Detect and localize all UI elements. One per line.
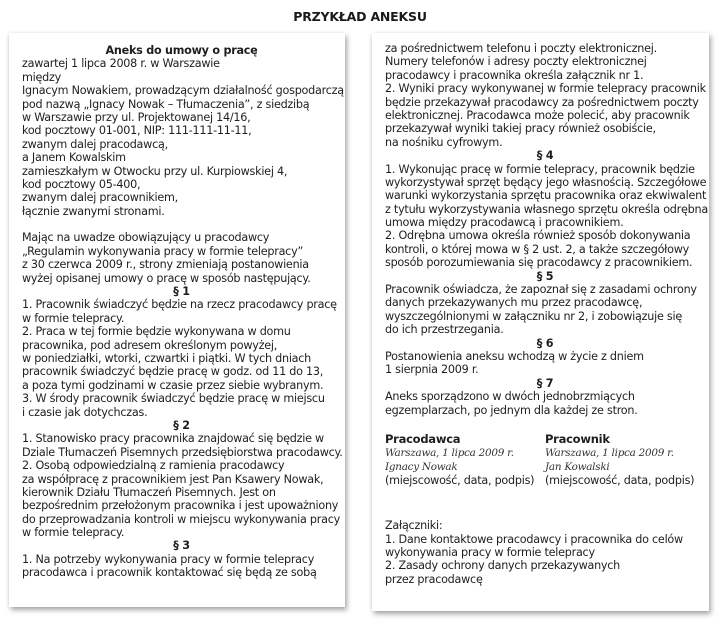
employee-place-date: Warszawa, 1 lipca 2009 r. [545,447,674,460]
text-line: bezpośrednim przełożonym pracownika i jest upoważniony [22,499,339,513]
attachment-item: 1. Dane kontaktowe pracodawcy i pracownika do celów [385,532,683,546]
spacer [385,501,705,514]
text-line: Aneks sporządzono w dwóch jednobrzmiących [385,390,635,404]
spacer [385,488,705,501]
employer-signature [385,432,545,487]
employer-caption: (miejscowość, data, podpis) [385,474,535,488]
text-line: 1. Wykonując pracę w formie telepracy, pracownik będzie [385,162,695,176]
attachment-item: przez pracodawcę [385,572,483,586]
section-5 [385,283,705,337]
attachment-item: 2. Zasady ochrony danych przekazywanych [385,559,621,573]
text-line: wyszczególnionymi w załączniku nr 2, i zobowiązuje się [385,309,682,323]
text-line: pod nazwą „Ignacy Nowak – Tłumaczenia”, z siedzibą [22,97,310,111]
attachments-heading: Załączniki: [385,519,443,533]
employee-name: Jan Kowalski [545,460,610,473]
text-line: elektronicznej. Pracodawca może polecić, aby pracownik [385,108,690,122]
parties-section [22,57,344,218]
text-line: 1. Stanowisko pracy pracownika znajdować się będzie w [22,432,324,446]
annex-page-left [9,33,345,607]
text-line: wyżej opisanej umowy o pracę w sposób następujący. [22,271,311,285]
text-line: 1. Pracownik świadczyć będzie na rzecz pracodawcy pracę [22,298,337,312]
section-heading-4: § 4 [536,149,554,163]
section-heading-5: § 5 [536,269,554,283]
section-1 [22,298,341,419]
section-2 [22,432,341,539]
text-line: Postanowienia aneksu wchodzą w życie z dniem [385,349,644,363]
text-line: w formie telepracy. [22,526,125,540]
text-line: kod pocztowy 01-001, NIP: 111-111-11-11, [22,124,252,138]
text-line: 1 sierpnia 2009 r. [385,363,479,377]
text-line: kod pocztowy 05-400, [22,177,141,191]
section-heading-6: § 6 [536,336,554,350]
text-line: zamieszkałym w Otwocku przy ul. Kurpiowskiej 4, [22,164,288,178]
text-line: Ignacym Nowakiem, prowadzącym działalność gospodarczą [22,84,344,98]
spacer [22,218,341,231]
text-line: kierownik Działu Tłumaczeń Pisemnych. Jest on [22,485,276,499]
annex-heading: Aneks do umowy o pracę [105,44,258,57]
text-line: egzemplarzach, po jednym dla każdej ze stron. [385,403,638,417]
text-line: z tytułu wykorzystywania własnego sprzętu określa odrębna [385,202,708,216]
text-line: sposób porozumiewania się pracodawcy z pracownikiem. [385,256,693,270]
text-line: umowa między pracodawcą i pracownikiem. [385,216,624,230]
section-3-continued [385,42,705,149]
text-line: 2. Wyniki pracy wykonywanej w formie telepracy pracownik [385,82,706,96]
employee-title: Pracownik [545,432,610,447]
text-line: a Janem Kowalskim [22,151,126,165]
text-line: zawartej 1 lipca 2008 r. w Warszawie [22,57,220,71]
text-line: Numery telefonów i adresy poczty elektronicznej [385,55,647,69]
text-line: przekazywał wyniki takiej pracy również osobiście, [385,122,656,136]
employee-caption: (miejscowość, data, podpis) [545,474,695,488]
text-line: 3. W środy pracownik świadczyć będzie pracę w miejscu [22,392,325,406]
section-heading-1: § 1 [173,285,190,299]
text-line: Pracownik oświadcza, że zapoznał się z zasadami ochrony [385,283,697,297]
preamble-section [22,231,341,285]
text-line: w formie telepracy. [22,311,125,325]
annex-right-content [385,42,708,586]
attachments [385,519,705,586]
text-line: pracownik świadczyć będzie pracę w godz. od 11 do 13, [22,365,324,379]
text-line: do ich przestrzegania. [385,323,504,337]
employer-title: Pracodawca [385,432,461,447]
page-title: PRZYKŁAD ANEKSU [293,9,427,24]
text-line: zwanym dalej pracodawcą, [22,137,168,151]
section-6 [385,350,705,377]
annex-left-content [22,44,344,580]
employer-place-date: Warszawa, 1 lipca 2009 r. [385,447,514,460]
attachment-item: wykonywania pracy w formie telepracy [385,546,595,560]
text-line: warunki wykorzystania sprzętu pracownika oraz ekwiwalent [385,189,707,203]
text-line: 2. Osobą odpowiedzialną z ramienia pracodawcy [22,459,285,473]
text-line: wykorzystywał sprzęt będący jego własnością. Szczegółowe [385,175,707,189]
text-line: na nośniku cyfrowym. [385,135,503,149]
text-line: a poza tymi godzinami w czasie przez siebie wybranym. [22,378,324,392]
text-line: „Regulamin wykonywania pracy w formie telepracy” [22,244,303,258]
text-line: w poniedziałki, wtorki, czwartki i piątki. W tych dniach [22,351,312,365]
text-line: z 30 czerwca 2009 r., strony zmieniają postanowienia [22,258,309,272]
section-heading-7: § 7 [536,376,554,390]
text-line: i czasie jak dotychczas. [22,405,148,419]
signatures [385,432,705,487]
text-line: pracodawca i pracownik kontaktować się będą ze sobą [22,566,317,580]
text-line: Dziale Tłumaczeń Pisemnych przedsiębiorstwa pracodawcy. [22,445,343,459]
section-heading-3: § 3 [173,539,190,553]
text-line: za pośrednictwem telefonu i poczty elektronicznej. [385,42,657,55]
text-line: łącznie zwanymi stronami. [22,204,165,218]
text-line: pracownika, pod adresem określonym powyżej, [22,338,278,352]
text-line: za współpracę z pracownikiem jest Pan Ksawery Nowak, [22,472,324,486]
section-3 [22,553,341,580]
text-line: pracodawcy i pracownika określa załącznik nr 1. [385,68,644,82]
text-line: 1. Na potrzeby wykonywania pracy w formie telepracy [22,552,315,566]
spacer [385,417,705,430]
section-4 [385,162,708,270]
text-line: do przeprowadzania kontroli w miejscu wykonywania pracy [22,512,341,526]
text-line: Mając na uwadze obowiązujący u pracodawcy [22,231,270,245]
text-line: między [22,70,61,84]
text-line: w Warszawie przy ul. Projektowanej 14/16, [22,110,251,124]
text-line: zwanym dalej pracownikiem, [22,191,178,205]
annex-page-right [372,33,709,611]
text-line: będzie przekazywał pracodawcy za pośrednictwem poczty [385,95,699,109]
text-line: kontroli, o której mowa w § 2 ust. 2, a także szczegółowy [385,242,689,256]
text-line: 2. Odrębna umowa określa również sposób dokonywania [385,229,691,243]
section-7 [385,390,705,417]
employer-name: Ignacy Nowak [385,460,458,473]
text-line: danych przekazywanych mu przez pracodawcę, [385,296,643,310]
section-heading-2: § 2 [173,418,190,432]
employee-signature [545,432,705,487]
text-line: 2. Praca w tej formie będzie wykonywana w domu [22,325,291,339]
